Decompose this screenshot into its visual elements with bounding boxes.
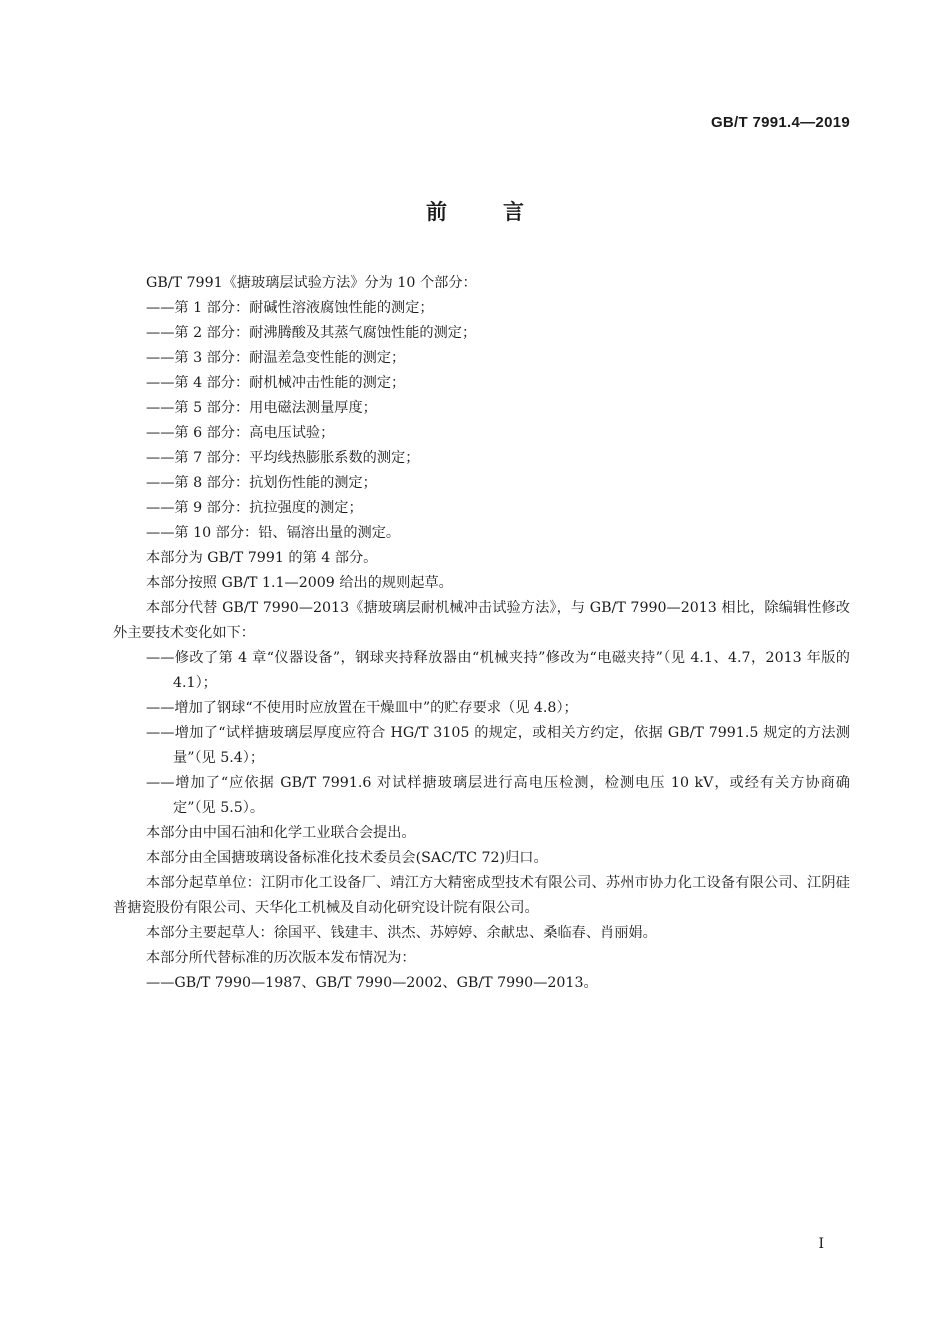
part-item: ——第 6 部分：高电压试验； bbox=[146, 425, 335, 441]
part-item: ——第 7 部分：平均线热膨胀系数的测定； bbox=[146, 450, 420, 466]
history-item: ——GB/T 7990—1987、GB/T 7990—2002、GB/T 7990—2013。 bbox=[146, 975, 598, 991]
page-title: 前言 bbox=[426, 200, 580, 224]
part-item: ——第 9 部分：抗拉强度的测定； bbox=[146, 500, 363, 516]
statement-drafting-units: 本部分起草单位：江阴市化工设备厂、靖江方大精密成型技术有限公司、苏州市协力化工设备有限公司、江阴硅普搪瓷股份有限公司、天华化工机械及自动化研究设计院有限公司。 bbox=[113, 875, 850, 916]
statement-replace: 本部分代替 GB/T 7990—2013《搪玻璃层耐机械冲击试验方法》，与 GB/T 7990—2013 相比，除编辑性修改外主要技术变化如下： bbox=[113, 600, 850, 641]
foreword-body bbox=[113, 271, 850, 996]
part-item: ——第 4 部分：耐机械冲击性能的测定； bbox=[146, 375, 406, 391]
statement-proposed: 本部分由中国石油和化学工业联合会提出。 bbox=[146, 825, 416, 841]
part-item: ——第 3 部分：耐温差急变性能的测定； bbox=[146, 350, 406, 366]
part-item: ——第 10 部分：铅、镉溶出量的测定。 bbox=[146, 525, 401, 541]
change-item: ——增加了钢球“不使用时应放置在干燥皿中”的贮存要求（见 4.8）； bbox=[146, 700, 578, 716]
statement-rules: 本部分按照 GB/T 1.1—2009 给出的规则起草。 bbox=[146, 575, 453, 591]
statement-history-intro: 本部分所代替标准的历次版本发布情况为： bbox=[146, 950, 416, 966]
statement-drafters: 本部分主要起草人：徐国平、钱建丰、洪杰、苏婷婷、余献忠、桑临春、肖丽娟。 bbox=[146, 925, 657, 941]
intro-paragraph: GB/T 7991《搪玻璃层试验方法》分为 10 个部分： bbox=[146, 275, 477, 291]
part-item: ——第 5 部分：用电磁法测量厚度； bbox=[146, 400, 377, 416]
change-item: ——修改了第 4 章“仪器设备”，钢球夹持释放器由“机械夹持”修改为“电磁夹持”（见 4.1、4.7，2013 年版的 4.1）； bbox=[146, 650, 850, 691]
standard-code: GB/T 7991.4—2019 bbox=[710, 114, 850, 131]
statement-centralized: 本部分由全国搪玻璃设备标准化技术委员会(SAC/TC 72)归口。 bbox=[146, 850, 548, 866]
change-item: ——增加了“应依据 GB/T 7991.6 对试样搪玻璃层进行高电压检测，检测电压 10 kV，或经有关方协商确定”（见 5.5）。 bbox=[146, 775, 850, 816]
page-number: I bbox=[818, 1236, 824, 1252]
part-item: ——第 2 部分：耐沸腾酸及其蒸气腐蚀性能的测定； bbox=[146, 325, 477, 341]
statement-part: 本部分为 GB/T 7991 的第 4 部分。 bbox=[146, 550, 378, 566]
part-item: ——第 8 部分：抗划伤性能的测定； bbox=[146, 475, 377, 491]
part-item: ——第 1 部分：耐碱性溶液腐蚀性能的测定； bbox=[146, 300, 434, 316]
change-item: ——增加了“试样搪玻璃层厚度应符合 HG/T 3105 的规定，或相关方约定，依据 GB/T 7991.5 规定的方法测量”（见 5.4）； bbox=[146, 725, 850, 766]
